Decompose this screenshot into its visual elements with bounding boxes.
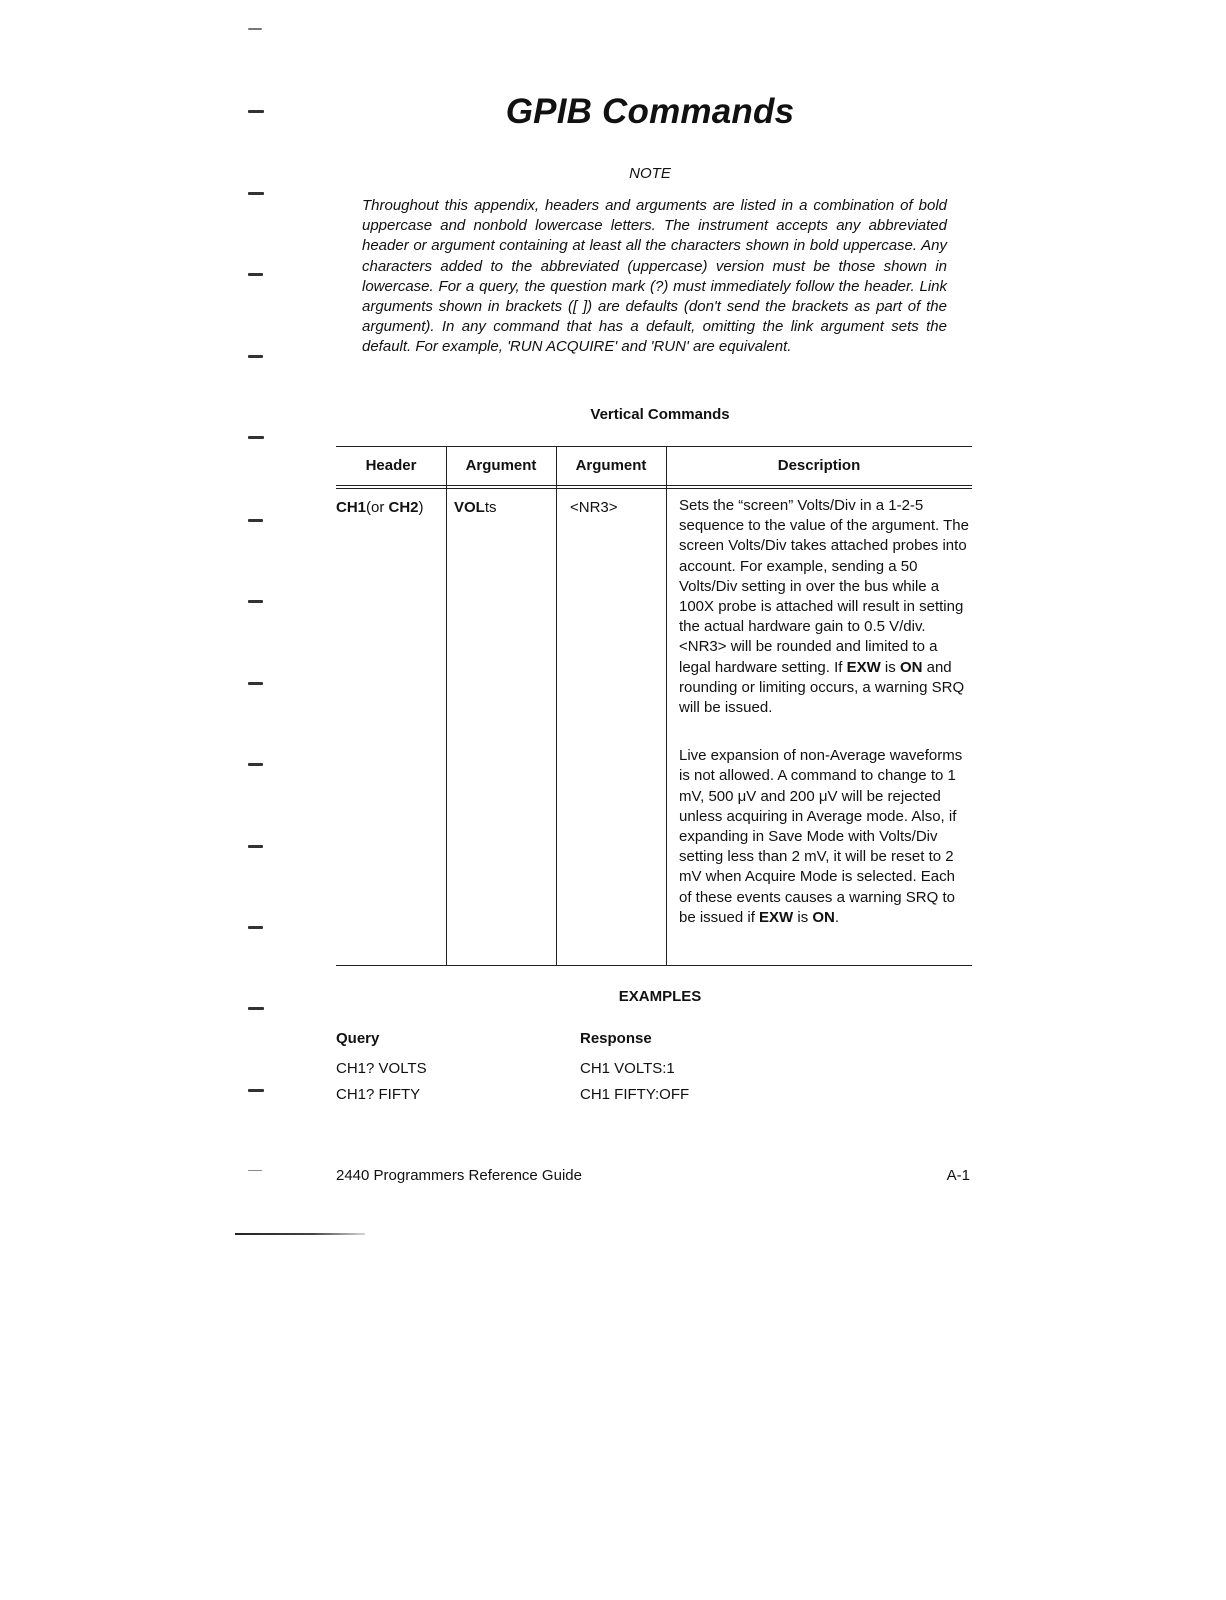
page-title: GPIB Commands <box>505 92 795 131</box>
header-cell <box>336 498 446 518</box>
desc-text: Sets the “screen” Volts/Div in a 1-2-5 sequence to the value of the argument. The screen Volts/Div takes attached probes into account. For example, sending a 50 Volts/Div setting in over the bus while a 100X probe is attached will result in setting the actual hardware gain to 0.5 V/div. <NR3> will be rounded and limited to a legal hardware setting. If <box>679 497 969 676</box>
desc-text: is <box>880 658 900 676</box>
argument-normal: ts <box>484 499 497 516</box>
column-divider <box>556 446 557 966</box>
binder-mark <box>248 682 263 685</box>
table-header-rule <box>336 488 972 489</box>
example-response: CH1 VOLTS:1 <box>580 1060 675 1077</box>
header-close: ) <box>418 499 424 516</box>
examples-title: EXAMPLES <box>618 988 702 1005</box>
column-divider <box>446 446 447 966</box>
description-paragraph <box>679 746 971 928</box>
query-label: Query <box>336 1030 380 1047</box>
binder-mark <box>248 1089 264 1092</box>
note-text: Throughout this appendix, headers and arguments are listed in a combination of bold uppercase and nonbold lowercase letters. The instrument accepts any abbreviated header or argument containing at least all the characters shown in bold uppercase. Any characters added to the abbreviated (uppercase) version must be those shown in lowercase. For a query, the question mark (?) must immediately follow the header. Link arguments shown in brackets ([ ]) are defaults (don't send the brackets as part of the argument). In any command that has a default, omitting the link argument sets the default. For example, 'RUN ACQUIRE' and 'RUN' are equivalent. <box>362 197 947 356</box>
argument-cell <box>454 498 554 518</box>
binder-mark <box>248 1007 264 1010</box>
description-cell <box>679 496 971 928</box>
binder-mark <box>248 1170 262 1171</box>
binder-mark <box>248 519 263 522</box>
response-label: Response <box>580 1030 652 1047</box>
page-number: A-1 <box>946 1167 970 1184</box>
argument-bold: VOL <box>454 499 485 516</box>
binder-mark <box>248 355 263 358</box>
desc-bold: ON <box>812 908 835 926</box>
header-bold: CH1 <box>336 499 367 516</box>
description-paragraph <box>679 496 971 718</box>
binder-mark <box>248 763 263 766</box>
binder-mark <box>248 926 263 929</box>
page-edge-rule <box>235 1233 365 1235</box>
example-query: CH1? VOLTS <box>336 1060 427 1077</box>
col-header-header: Header <box>365 457 417 474</box>
desc-text: and rounding or limiting occurs, a warning SRQ will be issued. <box>679 658 965 717</box>
desc-bold: EXW <box>846 658 881 676</box>
desc-text: is <box>793 908 813 926</box>
example-response: CH1 FIFTY:OFF <box>580 1086 690 1103</box>
header-normal: (or <box>366 499 389 516</box>
col-header-argument-2: Argument <box>575 457 647 474</box>
binder-mark <box>248 273 263 276</box>
binder-mark <box>248 845 263 848</box>
binder-mark <box>248 110 264 113</box>
binder-mark <box>248 28 262 30</box>
table-top-rule <box>336 446 972 447</box>
col-header-description: Description <box>777 457 861 474</box>
footer-guide-title: 2440 Programmers Reference Guide <box>336 1167 582 1184</box>
table-bottom-rule <box>336 965 972 966</box>
desc-bold: ON <box>899 658 923 676</box>
table-header-rule <box>336 485 972 486</box>
desc-text: . <box>834 908 840 926</box>
binder-mark <box>248 600 263 603</box>
commands-table <box>336 446 972 966</box>
header-bold: CH2 <box>388 499 419 516</box>
column-divider <box>666 446 667 966</box>
note-label: NOTE <box>629 165 671 182</box>
desc-bold: EXW <box>759 908 794 926</box>
desc-text: Live expansion of non-Average waveforms is not allowed. A command to change to 1 mV, 500 μV and 200 μV will be rejected unless acquiring in Average mode. Also, if expanding in Save Mode with Volts/Div setting less than 2 mV, it will be reset to 2 mV when Acquire Mode is selected. Each of these events causes a warning SRQ to be issued if <box>679 747 963 926</box>
example-query: CH1? FIFTY <box>336 1086 421 1103</box>
col-header-argument-1: Argument <box>465 457 537 474</box>
binder-mark <box>248 192 264 195</box>
argument-2-cell: <NR3> <box>570 499 618 516</box>
binder-mark <box>248 436 264 439</box>
section-title: Vertical Commands <box>590 406 730 423</box>
